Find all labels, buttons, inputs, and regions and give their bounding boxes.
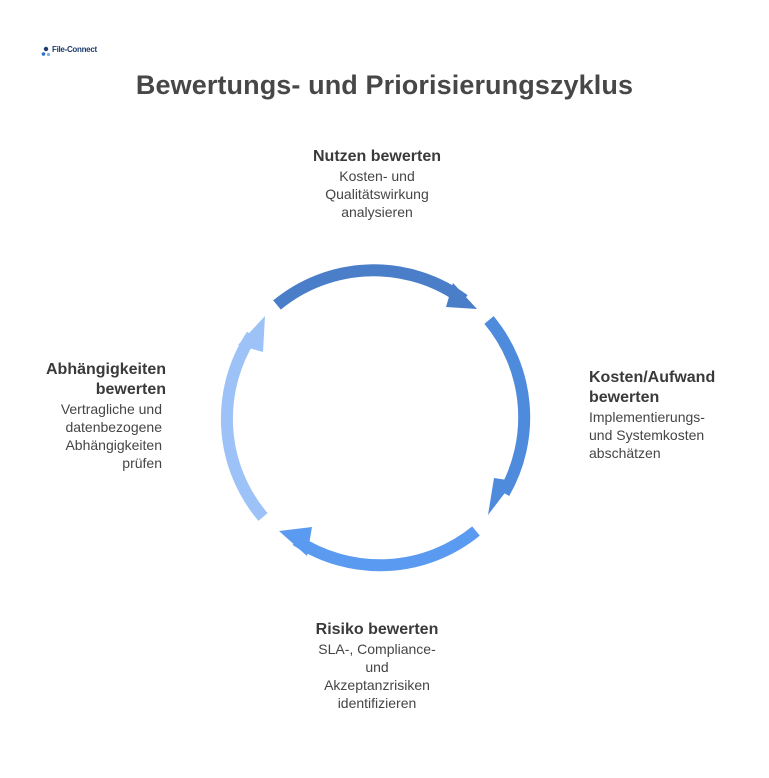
cycle-arc-bottom xyxy=(296,531,476,565)
arrowhead-bottom-icon xyxy=(279,527,312,556)
step-left-line-2: datenbezogene xyxy=(65,419,162,435)
step-bottom-line-3: Akzeptanzrisiken xyxy=(324,677,430,693)
step-bottom xyxy=(277,620,477,712)
arrowhead-right-icon xyxy=(488,478,514,515)
page-title: Bewertungs- und Priorisierungszyklus xyxy=(135,70,634,100)
step-right-line-3: abschätzen xyxy=(589,445,661,461)
step-left xyxy=(0,360,166,472)
step-top-line-3: analysieren xyxy=(341,204,413,220)
step-top-heading: Nutzen bewerten xyxy=(312,148,441,165)
step-bottom-line-4: identifizieren xyxy=(337,695,417,711)
step-left-line-4: prüfen xyxy=(122,455,162,471)
step-bottom-text xyxy=(277,640,477,712)
step-right xyxy=(589,368,759,462)
step-left-text xyxy=(0,400,166,472)
step-left-heading xyxy=(0,360,166,400)
step-right-line-1: Implementierungs- xyxy=(589,409,705,425)
step-bottom-line-2: und xyxy=(365,659,389,675)
step-left-heading-line-1: Abhängigkeiten xyxy=(45,361,166,378)
step-left-heading-line-2: bewerten xyxy=(95,381,166,398)
step-top-line-2: Qualitätswirkung xyxy=(325,186,429,202)
cycle-arc-top xyxy=(277,270,464,305)
step-top-text xyxy=(277,167,477,221)
step-right-heading-line-1: Kosten/Aufwand xyxy=(589,369,716,386)
step-top-line-1: Kosten- und xyxy=(339,168,415,184)
step-right-line-2: und Systemkosten xyxy=(589,427,705,443)
cycle-arc-right xyxy=(489,320,524,493)
step-bottom-line-1: SLA-, Compliance- xyxy=(318,641,436,657)
step-left-line-3: Abhängigkeiten xyxy=(65,437,162,453)
step-right-heading xyxy=(589,368,759,408)
step-right-heading-line-2: bewerten xyxy=(589,389,660,406)
step-right-text xyxy=(589,408,759,462)
cycle-arc-left xyxy=(227,335,263,517)
step-top xyxy=(277,147,477,221)
step-bottom-heading: Risiko bewerten xyxy=(315,621,439,638)
step-left-line-1: Vertragliche und xyxy=(60,401,162,417)
logo-brand: File-Connect xyxy=(52,45,97,54)
